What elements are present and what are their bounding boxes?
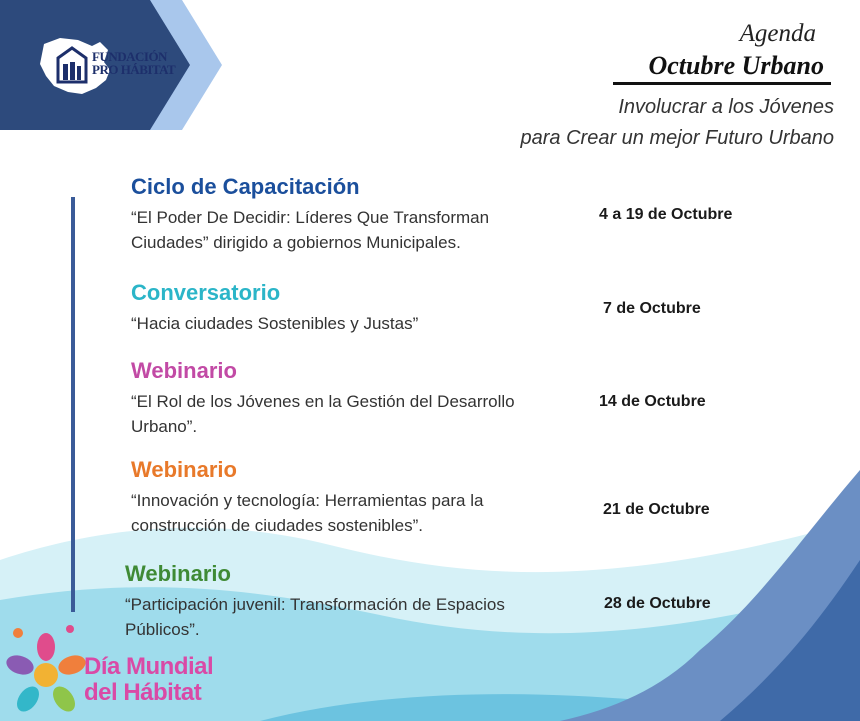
event-1-date: 4 a 19 de Octubre (599, 206, 733, 223)
subtitle-line-2: para Crear un mejor Futuro Urbano (520, 127, 834, 149)
event-4-description: “Innovación y tecnología: Herramientas para la construcción de ciudades sostenibles”. (131, 491, 484, 535)
event-2-type: Conversatorio (131, 280, 281, 305)
event-5-date: 28 de Octubre (604, 595, 711, 612)
event-4-type: Webinario (131, 457, 237, 482)
event-1-type: Ciclo de Capacitación (131, 174, 360, 199)
event-3-date: 14 de Octubre (599, 393, 706, 410)
timeline-line (71, 197, 75, 612)
subtitle-line-1: Involucrar a los Jóvenes (618, 96, 834, 118)
event-2-date: 7 de Octubre (603, 300, 701, 317)
dia-mundial-brand: Día Mundial del Hábitat (84, 653, 214, 706)
page-title: Octubre Urbano (648, 51, 824, 80)
event-1-description: “El Poder De Decidir: Líderes Que Transforman Ciudades” dirigido a gobiernos Municipales. (131, 208, 490, 252)
title-underline (613, 82, 831, 85)
event-3-type: Webinario (131, 358, 237, 383)
event-5-description: “Participación juvenil: Transformación de Espacios Públicos”. (125, 595, 505, 639)
event-5-type: Webinario (125, 561, 231, 586)
header-kicker: Agenda (739, 20, 816, 47)
event-3-description: “El Rol de los Jóvenes en la Gestión del Desarrollo Urbano”. (131, 392, 515, 436)
logo-text: FUNDACIÓN PRO HÁBITAT (92, 49, 176, 77)
event-4-date: 21 de Octubre (603, 501, 710, 518)
event-2-description: “Hacia ciudades Sostenibles y Justas” (131, 314, 419, 333)
dia-mundial-flower-icon (6, 619, 86, 715)
